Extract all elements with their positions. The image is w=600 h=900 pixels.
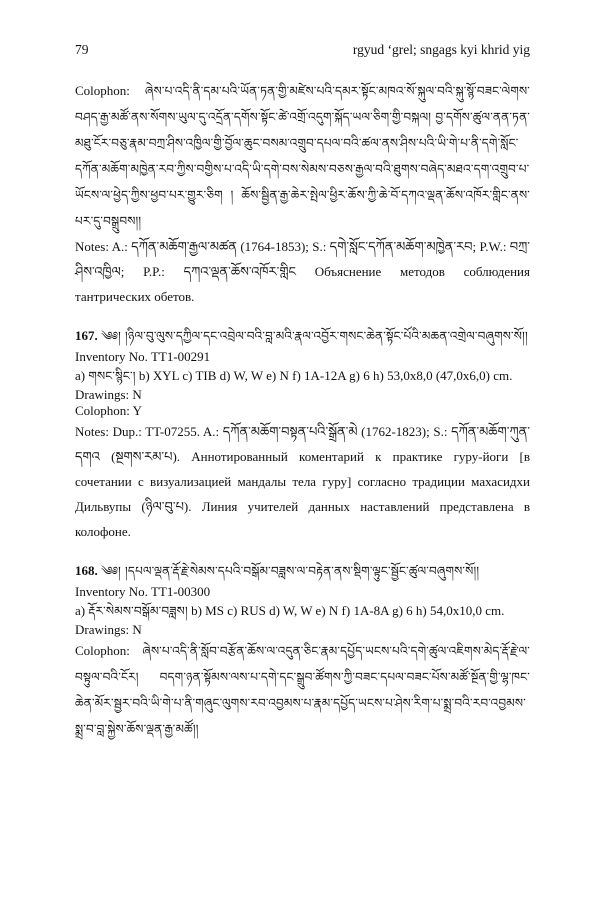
entry-167-number: 167. <box>75 328 98 343</box>
entry-168-inventory: Inventory No. TT1-00300 <box>75 584 211 599</box>
entry-167-short-title: གསང་སྙིང་། <box>88 369 136 383</box>
entry-168-title: ༄༅། །དཔལ་ལྡན་རྡོ་རྗེ་སེམས་དཔའི་བསྒོམ་བཟླས་ལ་བརྟེན་ནས་སྡིག་ལྟུང་སྦྱོང་ཚུལ་བཞུགས་སོ།། <box>101 564 480 578</box>
entry-168-meta-rest: b) MS c) RUS d) W, W e) N f) 1A-8A g) 6 h) 54,0x10,0 cm. <box>187 603 505 618</box>
entry-167-meta-rest: b) XYL c) TIB d) W, W e) N f) 1A-12A g) 6 h) 53,0x8,0 (47,0x6,0) cm. <box>135 368 513 383</box>
running-title: rgyud ‘grel; sngags kyi khrid yig <box>352 42 530 57</box>
colophon-paragraph <box>75 78 530 234</box>
entry-167-inventory: Inventory No. TT1-00291 <box>75 349 211 364</box>
entry-167-colophon: Colophon: Y <box>75 403 143 418</box>
colophon-tibetan-text: ཞེས་པ་འདི་ནི་དམ་པའི་ཡོན་ཏན་གྱི་མཛེས་པའི་དམར་སྟོང་མཁའ་སོ་སྐུལ་བའི་སྐུ་སྙོ་བཟང་ལེགས་བཤད་རྒྱ་མཚོ་ནས་སོགས་ཡུལ་དུ་འདྲོན་དགོས་སྟོང་ཚེ་འགྲོ་འདུག་སྐོད་ཡལ་ཅིག་གྱི་བསྐལ། བྱ་དགོས་ཚུལ་ནན་ཏན་མཐུ་ངོར་བཅུ་རྣམ་བཀྲ་ཤིས་འཁྱིལ་གྱི་བྱོལ་ཆུང་བསམ་འགྲུབ་དཔལ་བའི་ཚལ་ནས་ཤིས་པའི་ཡི་གེ་པ་ནི་དགེ་སློང་དཀོན་མཆོག་མཁྱེན་རབ་ཀྱིས་བགྱིས་པ་འདི་ཡི་དགེ་བས་སེམས་བཅས་རྒྱལ་བའི་ཐུགས་བཞེད་མཐའ་དག་འགྲུབ་པ་ཡོངས་ལ་ཕྱེད་ཀྱིས་ཕྱབ་པར་གྱུར་ཅིག ། ཆོས་སྦྱིན་རྒྱ་ཆེར་སྤེལ་ཕྱིར་ཆོས་ཀྱི་ཆེ་བོ་དཀའ་ལྡན་ཆོས་འཁོར་གླིང་ནས་པར་དུ་བསྒྲུབས།། <box>75 84 530 228</box>
entry-167-title: ༄༅། །ཉིལ་བུ་ལུས་དཀྱིལ་དང་འབྲེལ་བའི་བླ་མའི་རྣལ་འབྱོར་གསང་ཆེན་སྟོང་པོའི་མཆན་འགྲེལ་བཞུགས་སོ།། <box>101 329 528 343</box>
entry-167-meta-prefix: a) <box>75 368 89 383</box>
entry-167-meta <box>75 365 530 387</box>
entry-168-heading <box>75 558 530 584</box>
document-page <box>75 42 530 742</box>
colophon-label: Colophon: <box>75 83 130 98</box>
entry-167-heading <box>75 323 530 349</box>
notes-text: A.: དཀོན་མཆོག་རྒྱལ་མཚན (1764-1853); S.: དགེ་སློང་དཀོན་མཆོག་མཁྱེན་རབ; P.W.: བཀྲ་ཤིས་འཁྱིལ; P.P.: དཀའ་ལྡན་ཆོས་འཁོར་གླིང Объяснение методов соблюдения тантрических обетов. <box>75 239 530 304</box>
entry-168-meta <box>75 600 530 622</box>
entry-168-colophon-paragraph <box>75 638 530 742</box>
entry-168-drawings: Drawings: N <box>75 622 142 637</box>
page-number: 79 <box>75 42 89 57</box>
notes-label: Notes: <box>75 239 109 254</box>
entry-167-notes: Notes: Dup.: TT-07255. A.: དཀོན་མཆོག་བསྟན་པའི་སྒྲོན་མེ (1762-1823); S.: དཀོན་མཆོག་ཀུན་དགའ (སྔགས་རམ་པ). Аннотированный коментарий к практике гуру-йоги [в сочетании с визуализацией мандалы тела гуру] согласно традиции махасидхи Дильвупы (ཉིལ་བུ་པ). Линия учителей данных наставлений представлена в колофоне. <box>75 424 530 539</box>
page-header <box>75 42 530 58</box>
entry-168-meta-prefix: a) <box>75 603 89 618</box>
entry-167-drawings: Drawings: N <box>75 387 142 402</box>
entry-168-colophon-text: ཞེས་པ་འདི་ནི་སློབ་བརྩོན་ཆོས་ལ་འདུན་ཅིང་རྣམ་དཔྱོད་ཡངས་པའི་དགེ་ཚུལ་འཇིགས་མེད་རྡོ་རྗེ་ལ་བསྟུལ་བའི་ངོར། བདག་ཉན་སྟོམས་ལས་པ་དགེ་དང་སྒྲུབ་ཚོགས་ཀྱི་བཟང་དཔལ་བཟང་པོས་མཚོ་སྔོན་གྱི་ལྷ་ཁང་ཆེན་མོར་སྦྱར་བའི་ཡི་གེ་པ་ནི་གཞུང་ལུགས་རབ་འབྱམས་པ་རྣམ་དཔྱོད་ཡངས་པ་ཤེས་རིག་པ་སྨྲ་བའི་རབ་འབྱམས་སྨྲ་བ་བླ་སྐྱེས་ཆོས་ལྡན་རྒྱ་མཚོ།། <box>75 644 530 736</box>
entry-168-number: 168. <box>75 563 98 578</box>
notes-paragraph <box>75 234 530 309</box>
entry-168-short-title: རྡོར་སེམས་བསྒོམ་བཟླས། <box>88 604 188 618</box>
entry-168-colophon-label: Colophon: <box>75 643 130 658</box>
